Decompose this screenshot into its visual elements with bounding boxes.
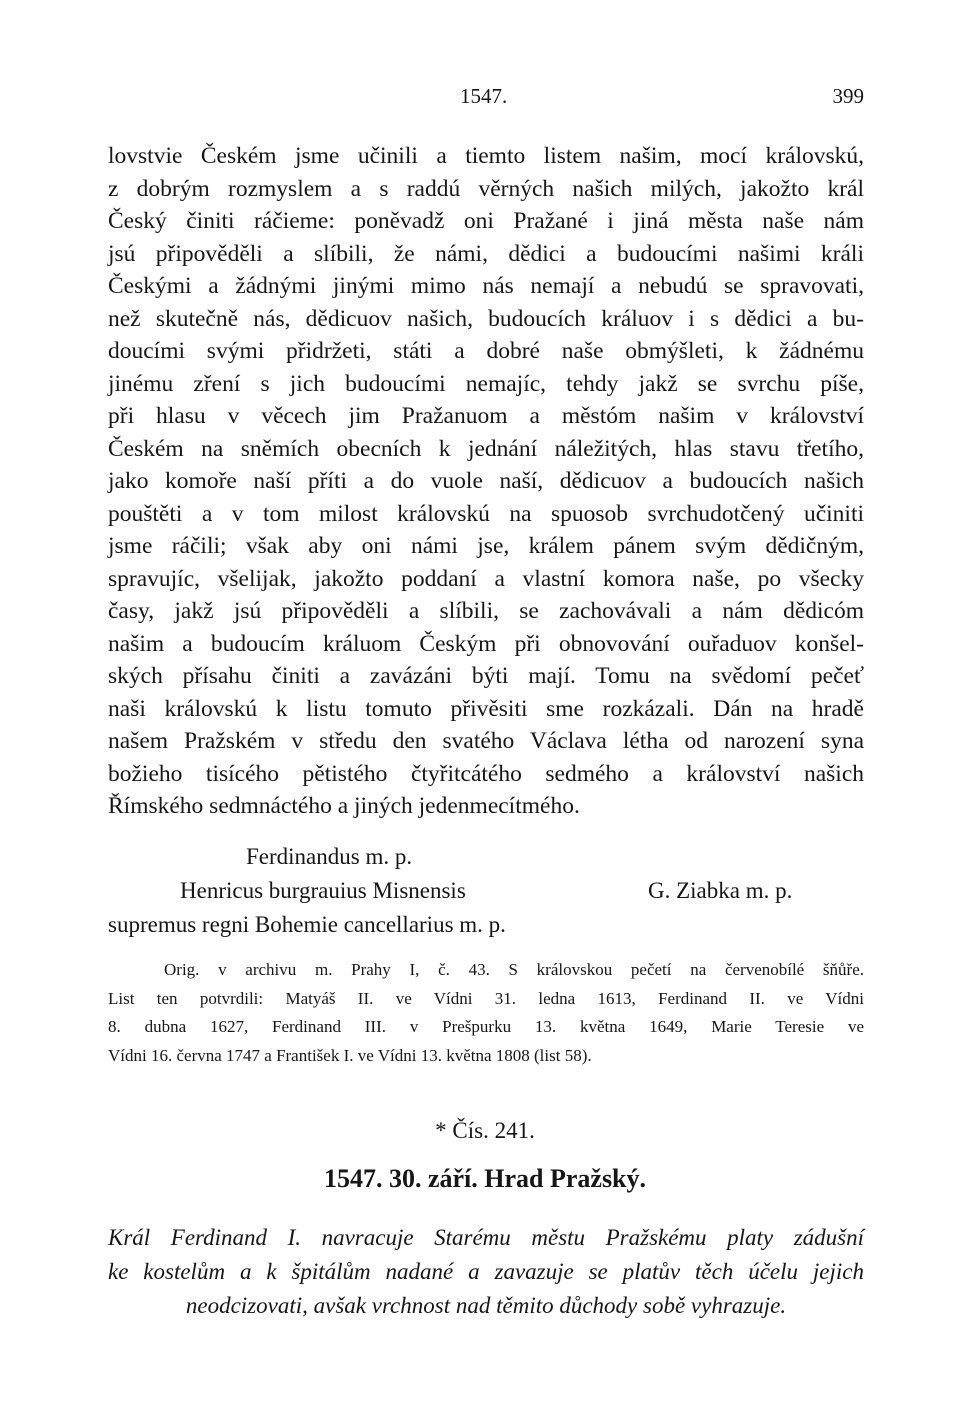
text-line: ských přísahu činiti a zavázáni býti mají. Tomu na svědomí pečeť [108,663,864,689]
text-line: při hlasu v věcech jim Pražanuom a městóm našim v království [108,403,864,429]
text-line: našem Pražském v středu den svatého Václava létha od narození syna [108,728,864,754]
text-line: jako komoře naší příti a do vuole naší, dědicuov a budoucích našich [108,468,864,494]
text-line: časy, jakž jsú připověděli a slíbili, se zachovávali a nám dědicóm [108,598,864,624]
text-line: Římského sedmnáctého a jiných jedenmecítmého. [108,793,580,819]
running-header [108,84,864,114]
entry-number: * Čís. 241. [435,1118,535,1143]
source-note [108,956,864,1070]
signatures [108,840,864,942]
charter-text [108,140,864,823]
summary-line: ke kostelům a k špitálům nadané a zavazuje se platův těch účelu jejich [108,1259,864,1284]
note-line: 8. dubna 1627, Ferdinand III. v Prešpurku 13. května 1649, Marie Teresie ve [108,1017,864,1036]
summary-line: neodcizovati, avšak vrchnost nad těmito důchody sobě vyhrazuje. [185,1293,787,1318]
header-year: 1547. [460,84,508,108]
signature-ferdinand: Ferdinandus m. p. [246,844,413,869]
signature-ziabka: G. Ziabka m. p. [648,878,793,903]
entry-summary [108,1221,864,1323]
summary-line: Král Ferdinand I. navracuje Starému městu Pražskému platy zádušní [108,1225,864,1250]
note-line: Orig. v archivu m. Prahy I, č. 43. S královskou pečetí na červenobílé šňůře. [164,960,864,979]
signature-henricus: Henricus burgrauius Misnensis [180,878,466,903]
note-line: List ten potvrdili: Matyáš II. ve Vídni 31. ledna 1613, Ferdinand II. ve Vídni [108,988,864,1008]
text-line: Českém na sněmích obecních k jednání náležitých, hlas stavu třetího, [108,435,864,462]
text-line: jsú připověděli a slíbili, že námi, dědici a budoucími našimi králi [108,240,864,267]
text-line: našim a budoucím králuom Českým při obnovování ouřaduov konšel- [108,630,864,657]
entry-dateline: 1547. 30. září. Hrad Pražský. [323,1164,647,1193]
text-line: spravujíc, všelijak, jakožto poddaní a vlastní komora naše, po všecky [108,565,864,592]
signature-henricus-title: supremus regni Bohemie cancellarius m. p. [108,912,506,937]
text-line: z dobrým rozmyslem a s raddú věrných našich milých, jakožto král [108,175,864,202]
text-line: Český činiti ráčieme: poněvadž oni Pražané i jiná města naše nám [108,208,864,234]
text-line: jsme ráčili; však aby oni námi jse, králem pánem svým dědičným, [108,533,864,559]
page-number: 399 [832,84,864,108]
text-line: naši královskú k listu tomuto přivěsiti sme rozkázali. Dán na hradě [108,695,864,722]
text-line: božieho tisícého pětistého čtyřitcátého sedmého a království našich [108,760,864,787]
signature-row [108,874,864,908]
text-line: jinému zření s jich budoucími nemajíc, tehdy jakž se svrchu píše, [108,370,864,397]
text-line: Českými a žádnými jinými mimo nás nemají a nebudú se spravovati, [108,273,864,299]
text-line: než skutečně nás, dědicuov našich, budoucích králuov i s dědici a bu- [108,305,864,332]
text-line: pouštěti a v tom milost královskú na spuosob svrchudotčený učiniti [108,500,864,527]
text-line: lovstvie Českém jsme učinili a tiemto listem našim, mocí královskú, [108,143,864,169]
text-line: doucími svými přidržeti, státi a dobré naše obmýšleti, k žádnému [108,338,864,364]
note-line: Vídni 16. června 1747 a František I. ve Vídni 13. května 1808 (list 58). [108,1045,592,1065]
